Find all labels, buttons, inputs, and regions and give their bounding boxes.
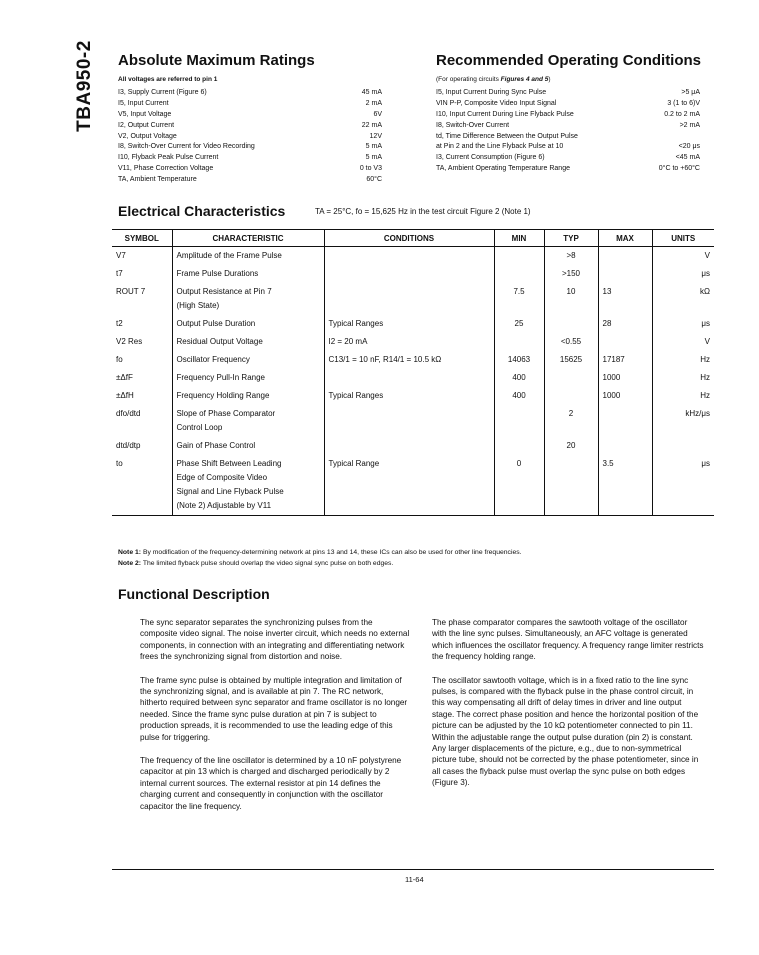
typ-cell: 10 <box>544 283 598 315</box>
table-row <box>112 283 714 315</box>
characteristic-line: Frame Pulse Durations <box>176 269 259 278</box>
rating-row <box>436 164 700 175</box>
rating-row <box>436 99 700 110</box>
table-row <box>112 333 714 351</box>
part-number: TBA950-2 <box>74 40 95 132</box>
table-row <box>112 265 714 283</box>
characteristic-line: Residual Output Voltage <box>176 337 263 346</box>
min-cell: 400 <box>494 369 544 387</box>
table-row <box>112 369 714 387</box>
electrical-conditions: TA = 25°C, fo = 15,625 Hz in the test circuit Figure 2 (Note 1) <box>315 207 531 216</box>
characteristic-cell <box>172 283 324 315</box>
max-cell: 13 <box>598 283 652 315</box>
characteristic-cell <box>172 265 324 283</box>
characteristic-line: Gain of Phase Control <box>176 441 256 450</box>
rating-row <box>436 153 700 164</box>
min-cell: 25 <box>494 315 544 333</box>
rating-row <box>436 142 700 153</box>
symbol-cell: t2 <box>116 319 123 328</box>
characteristic-line: Slope of Phase Comparator <box>176 409 276 418</box>
units-cell: kΩ <box>652 283 714 315</box>
rating-label: I5, Input Current <box>118 99 169 107</box>
paragraph: The phase comparator compares the sawtooth voltage of the oscillator with the line sync pulses. Simultaneously, an AFC voltage is generated which influences the oscillator frequency. A frequency range limiter restricts the frequency holding range. <box>432 618 704 662</box>
page-number: 11-64 <box>405 875 424 884</box>
characteristic-line: (Note 2) Adjustable by V11 <box>176 501 272 510</box>
typ-cell: >8 <box>544 247 598 266</box>
units-cell: Hz <box>652 387 714 405</box>
conditions-cell <box>324 247 494 266</box>
rating-label: I3, Current Consumption (Figure 6) <box>436 154 545 162</box>
rating-value: 45 mA <box>361 89 382 96</box>
rating-label: VIN P-P, Composite Video Input Signal <box>436 99 557 107</box>
footer-rule <box>112 869 714 870</box>
note-1 <box>118 547 522 558</box>
symbol-cell: ±ΔfH <box>116 391 134 400</box>
max-cell: 1000 <box>598 387 652 405</box>
rating-row <box>118 132 382 143</box>
characteristic-line: Edge of Composite Video <box>176 473 268 482</box>
rating-value: 60°C <box>366 176 382 184</box>
conditions-cell: Typical Ranges <box>324 315 494 333</box>
rating-label: V5, Input Voltage <box>118 110 172 118</box>
max-cell <box>598 265 652 283</box>
recommended-list <box>436 88 700 175</box>
typ-cell: 20 <box>544 437 598 455</box>
characteristic-cell <box>172 405 324 437</box>
table-row <box>112 315 714 333</box>
column-header: CHARACTERISTIC <box>172 230 324 247</box>
symbol-cell: to <box>112 455 172 516</box>
note-text: The limited flyback pulse should overlap the video signal sync pulse on both edges. <box>142 560 394 567</box>
symbol-cell: t7 <box>116 269 123 278</box>
rating-row <box>118 175 382 186</box>
symbol-cell: V2 Res <box>116 337 143 346</box>
characteristic-cell <box>172 369 324 387</box>
max-cell: 1000 <box>598 369 652 387</box>
typ-cell <box>544 387 598 405</box>
rating-row <box>118 164 382 175</box>
rating-row <box>118 121 382 132</box>
conditions-cell: Typical Ranges <box>324 387 494 405</box>
absolute-max-list <box>118 88 382 186</box>
rating-value: >5 μA <box>681 89 700 96</box>
conditions-cell <box>324 437 494 455</box>
column-header: TYP <box>544 230 598 247</box>
absolute-max-title: Absolute Maximum Ratings <box>118 52 315 69</box>
units-cell: V <box>652 333 714 351</box>
rating-value: 12V <box>369 132 382 140</box>
column-header: SYMBOL <box>112 230 172 247</box>
rating-value: 22 mA <box>361 121 382 129</box>
symbol-cell: dtd/dtp <box>116 441 141 450</box>
rating-value: 2 mA <box>365 99 382 107</box>
characteristic-cell <box>172 351 324 369</box>
rating-value: <20 μs <box>678 143 700 151</box>
rating-label: td, Time Difference Between the Output Pulse <box>436 132 578 140</box>
max-cell: 3.5 <box>598 455 652 516</box>
rating-label: I8, Switch-Over Current for Video Recording <box>118 143 255 151</box>
min-cell: 14063 <box>494 351 544 369</box>
min-cell: 400 <box>494 387 544 405</box>
min-cell: 0 <box>494 455 544 516</box>
rating-label: V11, Phase Correction Voltage <box>118 165 214 173</box>
rating-label: TA, Ambient Operating Temperature Range <box>436 165 570 173</box>
table-header-row <box>112 230 714 247</box>
units-cell <box>652 437 714 455</box>
characteristic-line: Frequency Pull-In Range <box>176 373 265 382</box>
min-cell <box>494 247 544 266</box>
recommended-title: Recommended Operating Conditions <box>436 52 702 69</box>
max-cell: 17187 <box>598 351 652 369</box>
characteristic-line: Output Resistance at Pin 7 <box>176 287 272 296</box>
column-header: UNITS <box>652 230 714 247</box>
rating-row <box>436 121 700 132</box>
rating-row <box>118 153 382 164</box>
characteristic-line: Control Loop <box>176 423 223 432</box>
rating-value: 0.2 to 2 mA <box>664 110 700 118</box>
paragraph: The sync separator separates the synchronizing pulses from the composite video signal. The noise inverter circuit, which needs no external components, in connection with an integrating and differentiating network frees the synchronizing signal from distortion and noise. <box>140 618 410 662</box>
characteristic-cell <box>172 333 324 351</box>
units-cell: Hz <box>652 369 714 387</box>
conditions-cell: C13/1 = 10 nF, R14/1 = 10.5 kΩ <box>324 351 494 369</box>
characteristic-line: Signal and Line Flyback Pulse <box>176 487 284 496</box>
units-cell: kHz/μs <box>652 405 714 437</box>
rating-label: TA, Ambient Temperature <box>118 176 197 184</box>
rating-row <box>118 99 382 110</box>
conditions-cell <box>324 265 494 283</box>
rating-row <box>436 132 700 143</box>
typ-cell <box>544 455 598 516</box>
conditions-cell: I2 = 20 mA <box>324 333 494 351</box>
units-cell: μs <box>652 455 714 516</box>
functional-title: Functional Description <box>118 586 270 602</box>
characteristic-cell <box>172 247 324 266</box>
table-row <box>112 437 714 455</box>
electrical-title: Electrical Characteristics <box>118 203 286 219</box>
rating-value: 0 to V3 <box>359 165 382 173</box>
column-header: CONDITIONS <box>324 230 494 247</box>
units-cell: μs <box>652 265 714 283</box>
table-row <box>112 405 714 437</box>
characteristic-cell <box>172 437 324 455</box>
characteristic-cell <box>172 455 324 516</box>
rating-row <box>436 88 700 99</box>
symbol-cell: dfo/dtd <box>116 409 141 418</box>
note-label: Note 2: <box>118 560 142 567</box>
max-cell <box>598 247 652 266</box>
table-row <box>112 351 714 369</box>
note-label: Note 1: <box>118 549 142 556</box>
rating-row <box>118 88 382 99</box>
rating-value: 6V <box>373 110 382 118</box>
rating-row <box>118 110 382 121</box>
rating-label: I5, Input Current During Sync Pulse <box>436 89 547 96</box>
typ-cell: <0.55 <box>544 333 598 351</box>
characteristic-line: Output Pulse Duration <box>176 319 256 328</box>
recommended-subtitle-figures: Figures 4 and 5 <box>500 76 549 83</box>
units-cell: μs <box>652 315 714 333</box>
recommended-subtitle <box>436 76 551 83</box>
max-cell: 28 <box>598 315 652 333</box>
table-row <box>112 247 714 266</box>
absolute-max-subtitle: All voltages are referred to pin 1 <box>118 76 218 83</box>
paragraph: The frequency of the line oscillator is determined by a 10 nF polystyrene capacitor at pin 13 which is charged and discharged periodically by 2 internal current sources. The external resistor at pin 14 defines the charging current and consequently in conjunction with the oscillator capacitor the line frequency. <box>140 756 402 811</box>
rating-value: 5 mA <box>365 143 382 151</box>
conditions-cell <box>324 369 494 387</box>
rating-label: I8, Switch-Over Current <box>436 121 510 129</box>
conditions-cell: Typical Range <box>324 455 494 516</box>
rating-value: 5 mA <box>365 154 382 162</box>
conditions-cell <box>324 405 494 437</box>
note-text: By modification of the frequency-determining network at pins 13 and 14, these ICs can also be used for other line frequencies. <box>142 549 522 556</box>
rating-label: I2, Output Current <box>118 121 175 129</box>
paragraph: The oscillator sawtooth voltage, which is in a fixed ratio to the line sync pulses, is compared with the flyback pulse in the phase control circuit, in this way compensating all drift of delay times in driver and line output stage. The correct phase position and hence the horizontal position of the picture can be adjusted by the 10 kΩ potentiometer connected to pin 11. Within the adjustable range the output pulse duration (pin 2) is constant. Any larger displacements of the picture, e.g., due to non-symmetrical picture tube, should not be corrected by the phase potentiometer, since in all cases the flyback pulse must overlap the sync pulse on both edges (Figure 3). <box>432 675 699 788</box>
rating-value: 0°C to +60°C <box>658 165 700 173</box>
column-header: MIN <box>494 230 544 247</box>
typ-cell: 2 <box>544 405 598 437</box>
conditions-cell <box>324 283 494 315</box>
recommended-subtitle-prefix: (For operating circuits <box>436 76 501 83</box>
note-2 <box>118 558 522 569</box>
rating-label: I10, Input Current During Line Flyback Pulse <box>436 110 574 118</box>
rating-value: >2 mA <box>679 121 700 129</box>
typ-cell: >150 <box>544 265 598 283</box>
rating-label: at Pin 2 and the Line Flyback Pulse at 10 <box>436 143 564 151</box>
symbol-cell: V7 <box>116 251 126 260</box>
notes <box>118 547 522 569</box>
units-cell: V <box>652 247 714 266</box>
recommended-subtitle-suffix: ) <box>548 76 551 83</box>
paragraph: The frame sync pulse is obtained by multiple integration and limitation of the synchronizing signal, and is available at pin 7. The RC network, hitherto required between sync separator and frame oscillator is no longer needed. Since the frame sync pulse duration at pin 7 is subject to production spreads, it is recommended to use the leading edge of this pulse for triggering. <box>140 675 408 742</box>
typ-cell: 15625 <box>544 351 598 369</box>
table-row <box>112 455 714 516</box>
min-cell: 7.5 <box>494 283 544 315</box>
characteristic-line: (High State) <box>176 301 220 310</box>
rating-row <box>436 110 700 121</box>
characteristic-line: Frequency Holding Range <box>176 391 270 400</box>
max-cell <box>598 405 652 437</box>
min-cell <box>494 333 544 351</box>
characteristic-line: Phase Shift Between Leading <box>176 459 282 468</box>
rating-label: V2, Output Voltage <box>118 132 177 140</box>
rating-row <box>118 142 382 153</box>
part-number-tab <box>70 40 100 132</box>
functional-left-column <box>140 617 412 824</box>
max-cell <box>598 333 652 351</box>
characteristic-cell <box>172 387 324 405</box>
functional-right-column <box>432 617 704 801</box>
symbol-cell: fo <box>116 355 123 364</box>
rating-label: I3, Supply Current (Figure 6) <box>118 89 207 96</box>
units-cell: Hz <box>652 351 714 369</box>
symbol-cell: ±ΔfF <box>116 373 133 382</box>
min-cell <box>494 265 544 283</box>
characteristic-cell <box>172 315 324 333</box>
column-header: MAX <box>598 230 652 247</box>
symbol-cell: ROUT 7 <box>116 287 146 296</box>
characteristic-line: Amplitude of the Frame Pulse <box>176 251 282 260</box>
typ-cell <box>544 315 598 333</box>
min-cell <box>494 437 544 455</box>
max-cell <box>598 437 652 455</box>
rating-value: 3 (1 to 6)V <box>667 99 700 107</box>
characteristic-line: Oscillator Frequency <box>176 355 250 364</box>
rating-value: <45 mA <box>675 154 700 162</box>
min-cell <box>494 405 544 437</box>
electrical-table <box>112 229 714 516</box>
rating-label: I10, Flyback Peak Pulse Current <box>118 154 219 162</box>
typ-cell <box>544 369 598 387</box>
table-row <box>112 387 714 405</box>
